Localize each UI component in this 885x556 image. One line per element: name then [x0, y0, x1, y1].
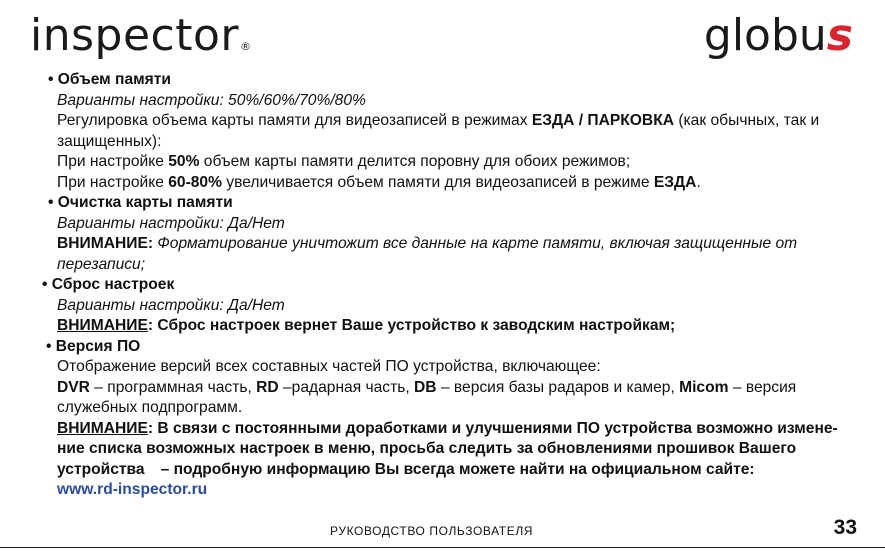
- version-warning-line-2: ние списка возможных настроек в меню, просьба следить за обновлениями прошивок Вашего: [57, 440, 797, 457]
- globus-logo: [703, 10, 853, 61]
- memory-paragraph-1-cont: защищенных):: [57, 132, 162, 150]
- memory-paragraph-2: При настройке 50% объем карты памяти делится поровну для обоих режимов;: [57, 153, 631, 170]
- memory-paragraph-1: Регулировка объема карты памяти для видеозаписей в режимах ЕЗДА / ПАРКОВКА (как обычных, так и: [57, 112, 820, 129]
- clear-warning: ВНИМАНИЕ: Форматирование уничтожит все данные на карте памяти, включая защищенные от: [57, 235, 798, 252]
- memory-options: Варианты настройки: 50%/60%/70%/80%: [57, 91, 366, 109]
- version-components-cont: служебных подпрограмм.: [57, 399, 243, 416]
- footer-title: РУКОВОДСТВО ПОЛЬЗОВАТЕЛЯ: [330, 524, 534, 538]
- section-memory-title: • Объем памяти: [48, 71, 172, 88]
- section-version-title: • Версия ПО: [46, 337, 141, 355]
- warning-label: ВНИМАНИЕ: [57, 317, 148, 334]
- manual-content: [0, 70, 885, 501]
- inspector-logo-text: inspector: [30, 10, 239, 61]
- warning-label: ВНИМАНИЕ: [57, 419, 148, 437]
- page-number: 33: [833, 516, 857, 539]
- version-warning: ВНИМАНИЕ: В связи с постоянными доработками и улучшениями ПО устройства возможно измене-: [57, 419, 838, 437]
- bottom-divider: [0, 547, 885, 548]
- section-clear-title: • Очистка карты памяти: [48, 194, 233, 211]
- clear-warning-cont: перезаписи;: [57, 255, 146, 273]
- memory-paragraph-3: При настройке 60-80% увеличивается объем памяти для видеозаписей в режиме ЕЗДА.: [57, 173, 701, 191]
- website-link[interactable]: www.rd-inspector.ru: [57, 481, 208, 498]
- clear-options: Варианты настройки: Да/Нет: [57, 214, 285, 232]
- version-paragraph-1: Отображение версий всех составных частей ПО устройства, включающее:: [57, 358, 601, 375]
- version-warning-line-3: устройства – подробную информацию Вы всегда можете найти на официальном сайте:: [57, 460, 755, 478]
- reset-options: Варианты настройки: Да/Нет: [57, 296, 285, 314]
- inspector-logo: [30, 10, 252, 61]
- section-reset-title: • Сброс настроек: [42, 276, 175, 293]
- reset-warning: ВНИМАНИЕ: Сброс настроек вернет Ваше устройство к заводским настройкам;: [57, 317, 676, 334]
- warning-label: ВНИМАНИЕ:: [57, 235, 154, 252]
- registered-mark: ®: [240, 40, 252, 53]
- version-components: DVR – программная часть, RD –радарная часть, DB – версия базы радаров и камер, Micom – версия: [57, 378, 797, 396]
- globus-logo-text: globu: [703, 10, 827, 61]
- globus-logo-accent: s: [826, 10, 853, 61]
